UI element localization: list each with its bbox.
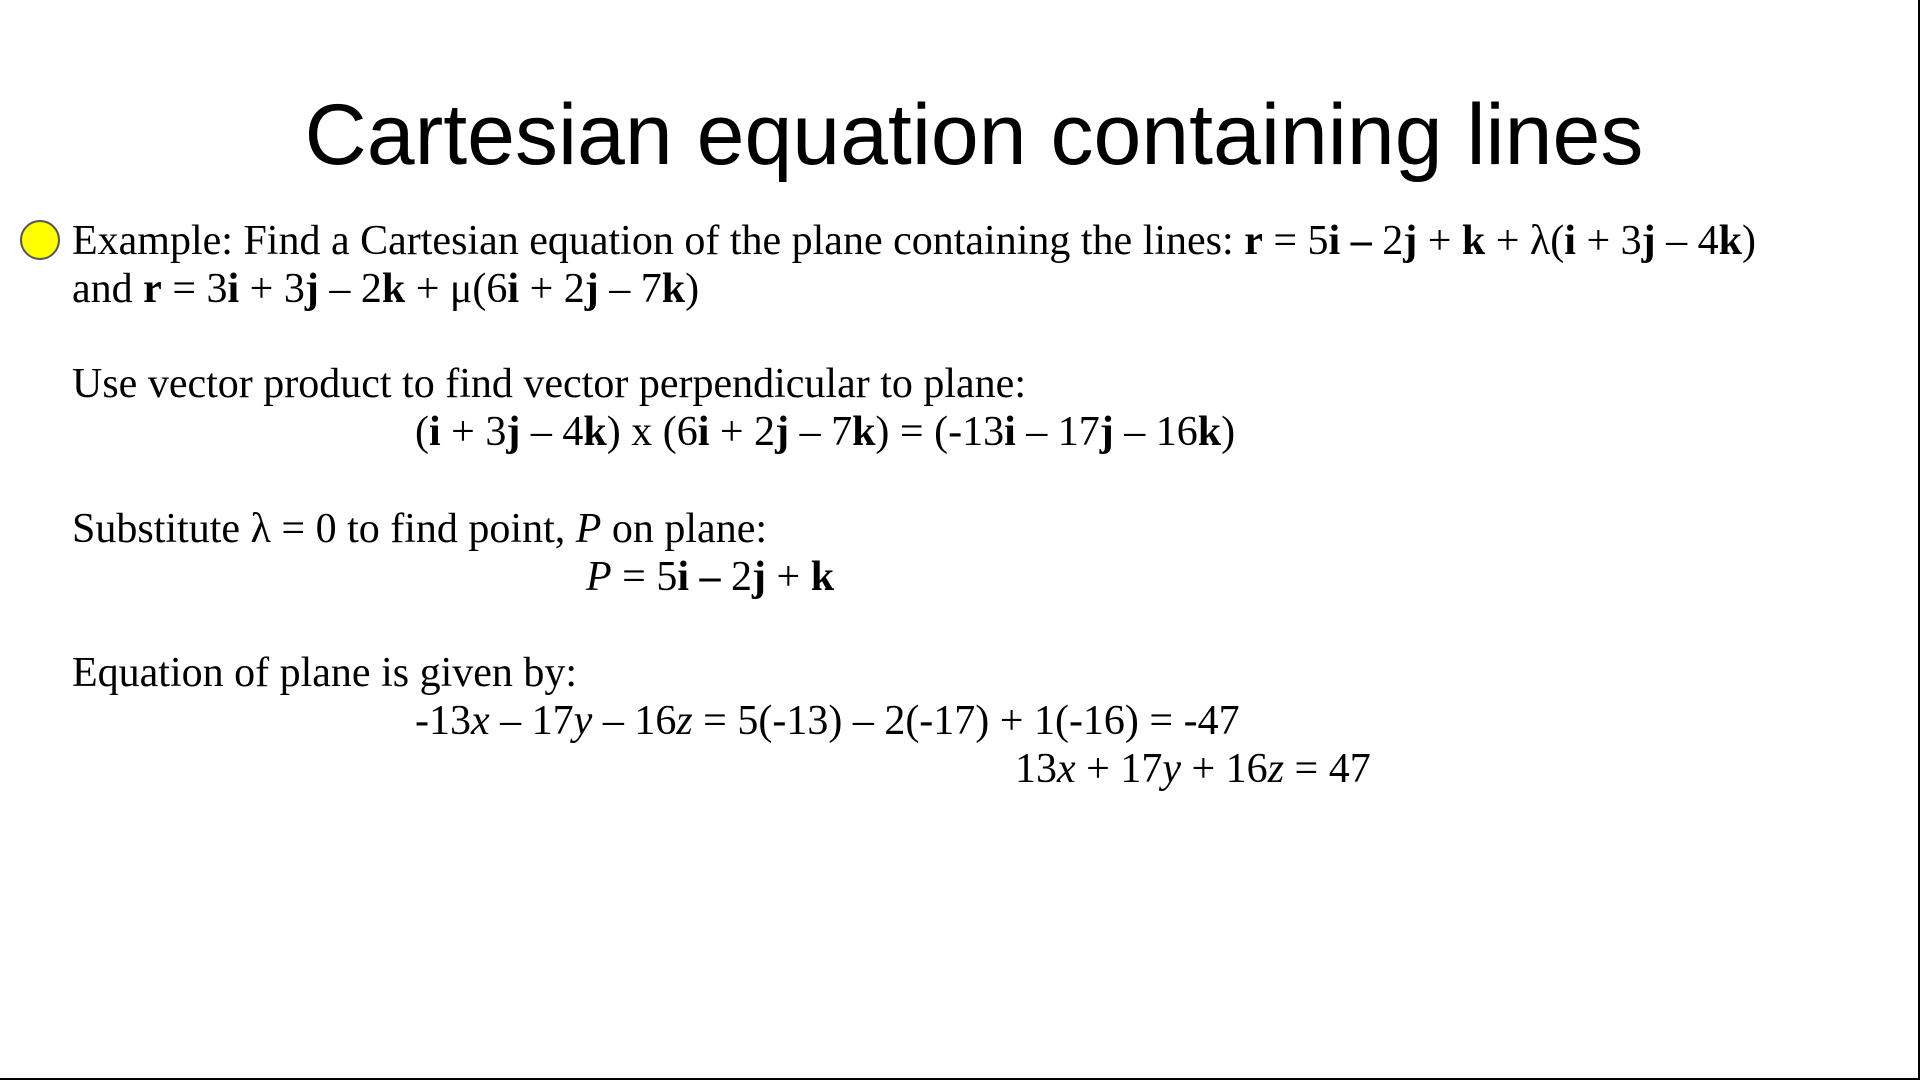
text-run: – 16 [592,698,677,744]
text-run: i – [1328,218,1383,264]
text-run: + [766,554,811,600]
example-line-2 [72,265,699,313]
text-run: – 7 [789,409,853,455]
text-run: k [810,554,835,600]
text-run: j [304,266,319,312]
text-run: r [1244,218,1263,264]
bullet-marker [20,220,60,260]
text-run: j [775,409,790,455]
text-run: j [584,266,599,312]
text-run: – 17 [489,698,574,744]
text-run: + 3 [1575,218,1642,264]
text-run: P [586,554,612,600]
text-run: ) x (6 [606,409,698,455]
text-run: P [575,506,602,552]
text-run: + 2 [519,266,585,312]
text-run: j [506,409,521,455]
text-run: + 16 [1181,746,1268,792]
text-run: = 5 [611,554,678,600]
text-run: + μ(6 [405,266,508,312]
text-run: + λ( [1485,218,1565,264]
text-run: j [752,554,767,600]
line-2-equation [143,266,699,312]
text-run: + 3 [440,409,507,455]
example-and: and [72,266,144,312]
text-run: 2 [1382,218,1404,264]
text-run: i [227,266,240,312]
text-run: y [573,698,593,744]
text-run: + 2 [709,409,776,455]
text-run: = 3 [161,266,228,312]
text-run: k [381,266,406,312]
step2-heading [72,505,767,553]
text-run: = 5 [1262,218,1329,264]
text-run: k [1461,218,1486,264]
plane-equation-2 [1015,745,1371,793]
line-1-equation [1244,218,1756,264]
text-run: j [1403,218,1418,264]
text-run: 13 [1015,746,1057,792]
text-run: Substitute λ = 0 to find point, [72,506,576,552]
text-run: i [1004,409,1016,455]
text-run: ) [685,266,700,312]
text-run: = 5(-13) – 2(-17) + 1(-16) = -47 [692,698,1240,744]
text-run: k [852,409,876,455]
cross-product-equation [415,408,1235,456]
step3-heading: Equation of plane is given by: [72,650,578,696]
text-run: i [507,266,520,312]
text-run: = 47 [1284,746,1371,792]
text-run: – 4 [1655,218,1719,264]
text-run: – 2 [318,266,382,312]
text-run: j [1641,218,1656,264]
plane-equation-1 [415,697,1240,745]
step1-heading: Use vector product to find vector perpendicular to plane: [72,361,1026,407]
text-run: k [1718,218,1743,264]
text-run: x [1057,746,1076,792]
text-run: ) [1221,409,1236,455]
text-run: i – [677,554,732,600]
slide-title: Cartesian equation containing lines [304,87,1644,183]
point-equation [586,553,834,601]
text-run: ( [415,409,429,455]
text-run: + 3 [239,266,305,312]
example-intro: Example: Find a Cartesian equation of the plane containing the lines: [72,218,1245,264]
text-run: – 17 [1015,409,1100,455]
text-run: k [583,409,607,455]
text-run: -13 [415,698,471,744]
text-run: z [676,698,693,744]
text-run: j [1099,409,1114,455]
text-run: y [1162,746,1181,792]
text-run: i [429,409,441,455]
text-run: i [1564,218,1576,264]
text-run: k [1197,409,1222,455]
text-run: + [1417,218,1462,264]
text-run: ) [1742,218,1757,264]
text-run: – 4 [520,409,584,455]
text-run: i [697,409,710,455]
text-run: x [471,698,490,744]
text-run: – 7 [598,266,662,312]
text-run: 2 [731,554,753,600]
example-line-1 [72,217,1756,265]
text-run: z [1267,746,1285,792]
text-run: r [143,266,162,312]
text-run: – 16 [1113,409,1198,455]
text-run: k [661,266,686,312]
text-run: ) = (-13 [875,409,1005,455]
text-run: + 17 [1075,746,1163,792]
text-run: on plane: [601,506,768,552]
